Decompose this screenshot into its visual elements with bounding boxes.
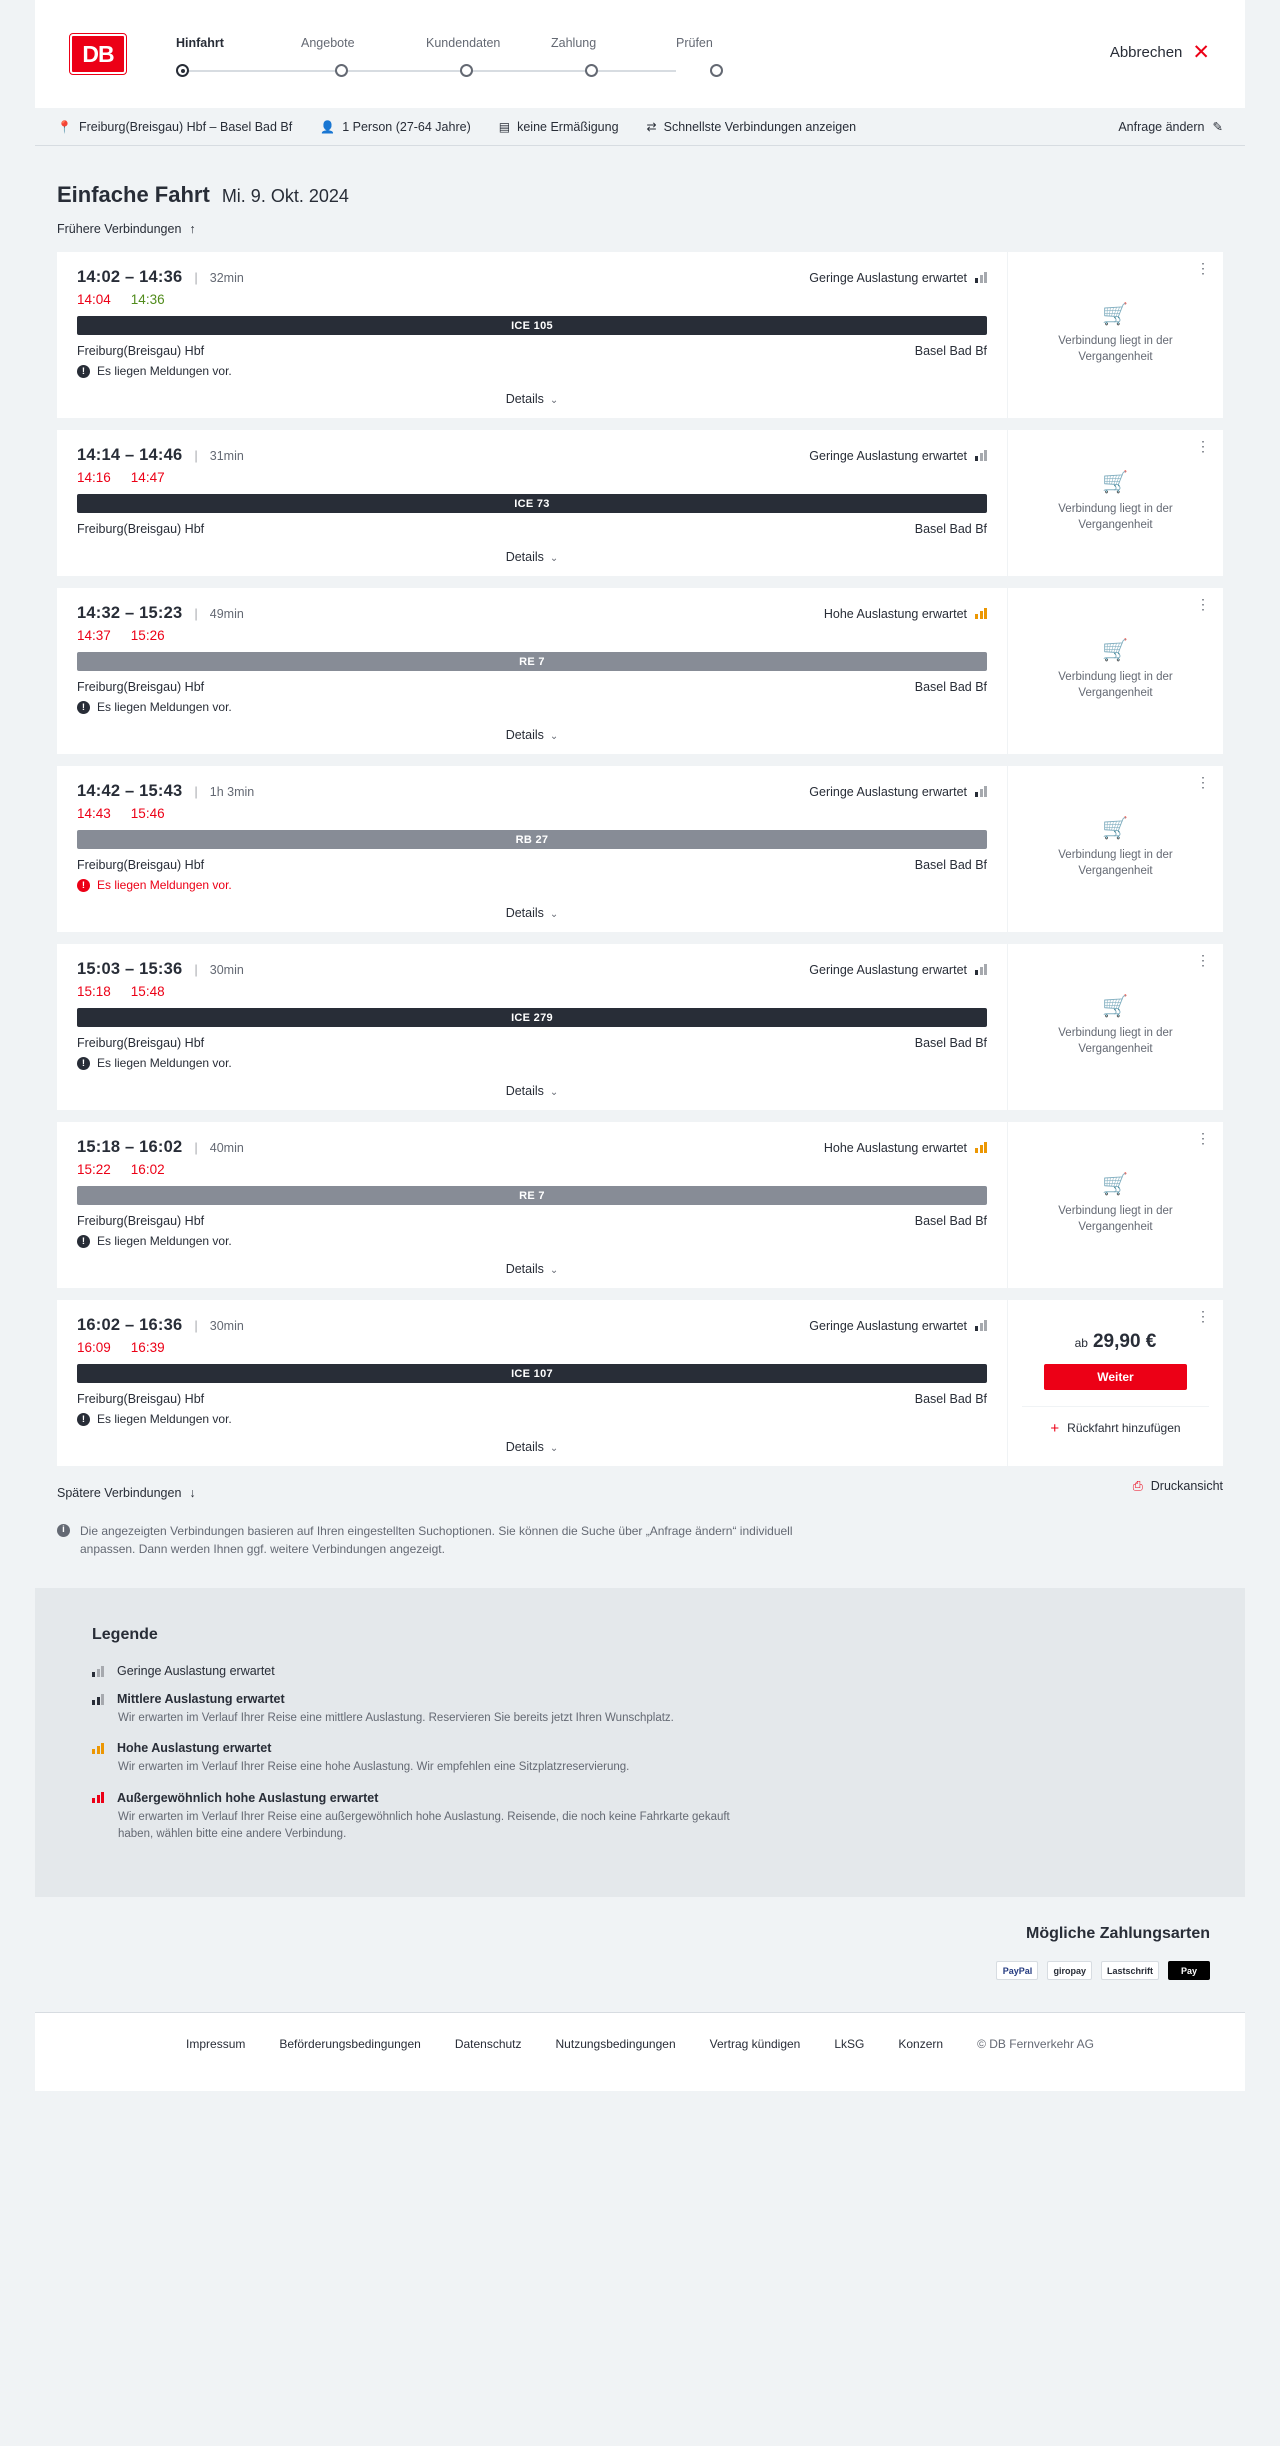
connection-past-text: Verbindung liegt in der Vergangenheit bbox=[1058, 335, 1173, 363]
connection-actual-times bbox=[77, 984, 987, 999]
step-label: Zahlung bbox=[551, 36, 597, 50]
connection-details bbox=[57, 766, 1008, 932]
legend-item bbox=[92, 1664, 1188, 1678]
connection-offer bbox=[1008, 430, 1223, 576]
connection-from: Freiburg(Breisgau) Hbf bbox=[77, 858, 205, 872]
payment-title: Mögliche Zahlungsarten bbox=[1025, 1925, 1210, 1942]
header-bar bbox=[35, 0, 1245, 108]
step-dot-wrap bbox=[426, 64, 551, 78]
connection-card[interactable] bbox=[57, 766, 1223, 932]
connection-notice[interactable] bbox=[77, 878, 987, 892]
step-label: Hinfahrt bbox=[176, 36, 224, 50]
connection-utilization bbox=[809, 271, 987, 285]
connection-past-text: Verbindung liegt in der Vergangenheit bbox=[1058, 503, 1173, 531]
connection-utilization bbox=[809, 785, 987, 799]
legend-item-label: Außergewöhnlich hohe Auslastung erwartet bbox=[117, 1790, 379, 1805]
footer-link[interactable]: LkSG bbox=[834, 2037, 865, 2051]
footer-copyright: © DB Fernverkehr AG bbox=[977, 2037, 1094, 2051]
cart-disabled-icon: 🛒 bbox=[1102, 995, 1129, 1019]
connection-past-text: Verbindung liegt in der Vergangenheit bbox=[1058, 671, 1173, 699]
later-connections-button[interactable] bbox=[57, 1486, 196, 1500]
chevron-down-icon: ⌄ bbox=[549, 909, 559, 920]
info-icon: i bbox=[57, 1524, 70, 1537]
db-logo[interactable]: DB bbox=[70, 34, 126, 74]
step-dot-wrap bbox=[676, 64, 801, 78]
connection-details bbox=[57, 944, 1008, 1110]
add-return-trip-button[interactable] bbox=[1022, 1406, 1209, 1436]
edit-request-label: Anfrage ändern bbox=[1118, 119, 1205, 134]
legend-item bbox=[92, 1791, 1188, 1844]
connection-to: Basel Bad Bf bbox=[914, 522, 987, 536]
legend-item-head bbox=[92, 1692, 1188, 1706]
payment-method-icon: giropay bbox=[1047, 1961, 1092, 1980]
connection-details-toggle[interactable] bbox=[77, 392, 987, 406]
payment-method-icon: Pay bbox=[1168, 1961, 1210, 1980]
connection-from: Freiburg(Breisgau) Hbf bbox=[77, 522, 205, 536]
connection-details-label: Details bbox=[505, 906, 544, 920]
print-view-label: Druckansicht bbox=[1150, 1479, 1223, 1493]
connection-offer bbox=[1008, 766, 1223, 932]
connection-notice[interactable] bbox=[77, 1056, 987, 1070]
connection-duration: 32min bbox=[209, 270, 244, 285]
summary-discount[interactable] bbox=[499, 120, 619, 134]
connection-card[interactable] bbox=[57, 252, 1223, 418]
separator: | bbox=[194, 1318, 198, 1333]
info-icon: ! bbox=[77, 365, 90, 378]
step-line bbox=[182, 70, 301, 72]
step-label: Angebote bbox=[301, 36, 355, 50]
connection-arrival-actual: 14:47 bbox=[130, 470, 165, 485]
connection-price bbox=[1075, 1331, 1157, 1353]
utilization-bars-icon bbox=[92, 1743, 104, 1754]
connection-actual-times bbox=[77, 628, 987, 643]
footer-links bbox=[35, 2037, 1245, 2051]
footer-link[interactable]: Nutzungsbedingungen bbox=[555, 2037, 676, 2051]
connection-details-label: Details bbox=[505, 550, 544, 564]
connection-time-range: 14:02 – 14:36 bbox=[77, 268, 183, 286]
footer-link[interactable]: Impressum bbox=[186, 2037, 246, 2051]
connection-notice-text: Es liegen Meldungen vor. bbox=[97, 1234, 232, 1248]
train-badge[interactable]: RE 7 bbox=[77, 1186, 987, 1205]
list-bottom-row bbox=[57, 1472, 1223, 1500]
utilization-bars-icon bbox=[975, 608, 987, 619]
connection-stations bbox=[77, 1392, 987, 1406]
connection-from: Freiburg(Breisgau) Hbf bbox=[77, 1036, 205, 1050]
connection-times bbox=[77, 446, 987, 465]
edit-request-button[interactable] bbox=[1118, 119, 1223, 134]
connection-notice[interactable] bbox=[77, 364, 987, 378]
cancel-button[interactable] bbox=[1110, 42, 1210, 63]
connection-time-range: 16:02 – 16:36 bbox=[77, 1316, 183, 1334]
connection-actual-times bbox=[77, 292, 987, 307]
cart-disabled-icon: 🛒 bbox=[1102, 639, 1129, 663]
connection-time-range: 14:14 – 14:46 bbox=[77, 446, 183, 464]
more-options-icon[interactable]: ⋮ bbox=[1196, 596, 1210, 612]
connection-stations bbox=[77, 522, 987, 536]
legend-item-label: Hohe Auslastung erwartet bbox=[117, 1741, 272, 1756]
connection-times bbox=[77, 782, 987, 801]
cart-disabled-icon: 🛒 bbox=[1102, 1173, 1129, 1197]
checkout-stepper bbox=[176, 30, 801, 78]
payment-method-icon: PayPal bbox=[996, 1961, 1038, 1980]
connection-arrival-actual: 15:46 bbox=[130, 806, 165, 821]
footer-link[interactable]: Datenschutz bbox=[454, 2037, 522, 2051]
connection-card[interactable] bbox=[57, 588, 1223, 754]
card-icon: ▤ bbox=[498, 119, 511, 134]
chevron-down-icon: ⌄ bbox=[549, 1265, 559, 1276]
add-return-trip-label: Rückfahrt hinzufügen bbox=[1067, 1421, 1181, 1435]
info-icon: ! bbox=[77, 1235, 90, 1248]
step-pruefen[interactable] bbox=[676, 36, 801, 78]
step-dot-wrap bbox=[301, 64, 426, 78]
connection-departure-actual: 16:09 bbox=[77, 1340, 111, 1355]
connection-details-label: Details bbox=[505, 1084, 544, 1098]
connection-utilization-label: Geringe Auslastung erwartet bbox=[809, 784, 967, 799]
close-icon: ✕ bbox=[1192, 41, 1210, 64]
step-dot bbox=[335, 64, 348, 77]
connection-times bbox=[77, 960, 987, 979]
connection-utilization bbox=[809, 1319, 987, 1333]
train-badge[interactable]: RB 27 bbox=[77, 830, 987, 849]
step-kundendaten[interactable] bbox=[426, 36, 551, 78]
step-line bbox=[426, 70, 551, 72]
connection-departure-actual: 14:43 bbox=[77, 806, 111, 821]
legend-item-desc: Wir erwarten im Verlauf Ihrer Reise eine hohe Auslastung. Wir empfehlen eine Sitzplatzreservierung. bbox=[118, 1761, 630, 1774]
connection-utilization-label: Geringe Auslastung erwartet bbox=[809, 1318, 967, 1333]
connection-actual-times bbox=[77, 1162, 987, 1177]
step-dot bbox=[710, 64, 723, 77]
connection-departure-actual: 15:18 bbox=[77, 984, 111, 999]
legend-item-label: Mittlere Auslastung erwartet bbox=[117, 1692, 285, 1706]
connection-time-range: 15:03 – 15:36 bbox=[77, 960, 183, 978]
connection-offer bbox=[1008, 588, 1223, 754]
connection-stations bbox=[77, 1214, 987, 1228]
connection-notice[interactable] bbox=[77, 1412, 987, 1426]
connection-details bbox=[57, 430, 1008, 576]
connection-arrival-actual: 15:48 bbox=[130, 984, 165, 999]
separator: | bbox=[194, 448, 198, 463]
connection-arrival-actual: 15:26 bbox=[130, 628, 165, 643]
price-value: 29,90 € bbox=[1092, 1330, 1157, 1352]
connection-details-toggle[interactable] bbox=[77, 550, 987, 564]
connection-stations bbox=[77, 344, 987, 358]
step-dot bbox=[176, 64, 189, 77]
page-title bbox=[57, 146, 1223, 208]
connection-details-label: Details bbox=[505, 392, 544, 406]
connection-from: Freiburg(Breisgau) Hbf bbox=[77, 344, 205, 358]
connection-notice-text: Es liegen Meldungen vor. bbox=[97, 878, 232, 892]
connection-duration: 31min bbox=[209, 448, 244, 463]
cancel-label: Abbrechen bbox=[1109, 44, 1183, 61]
plus-icon: + bbox=[1050, 1419, 1060, 1437]
train-badge[interactable]: ICE 107 bbox=[77, 1364, 987, 1383]
connection-notice-text: Es liegen Meldungen vor. bbox=[97, 1412, 232, 1426]
arrow-down-icon: ↓ bbox=[189, 1486, 196, 1500]
more-options-icon[interactable]: ⋮ bbox=[1196, 1130, 1210, 1146]
info-icon: ! bbox=[77, 1057, 90, 1070]
legend-item-desc: Wir erwarten im Verlauf Ihrer Reise eine mittlere Auslastung. Reservieren Sie bereits jetzt Ihren Wunschplatz. bbox=[118, 1712, 674, 1724]
chevron-down-icon: ⌄ bbox=[549, 395, 559, 406]
footer-link[interactable]: Konzern bbox=[898, 2037, 944, 2051]
connection-notice[interactable] bbox=[77, 1234, 987, 1248]
utilization-bars-icon bbox=[975, 1320, 987, 1331]
connection-utilization-label: Hohe Auslastung erwartet bbox=[823, 1140, 967, 1155]
connection-list bbox=[57, 252, 1223, 1466]
connection-offer bbox=[1008, 944, 1223, 1110]
summary-discount-label: keine Ermäßigung bbox=[517, 119, 619, 134]
price-prefix: ab bbox=[1074, 1335, 1088, 1350]
utilization-bars-icon bbox=[92, 1792, 104, 1803]
connection-details-label: Details bbox=[505, 1440, 544, 1454]
connection-times bbox=[77, 604, 987, 623]
connection-utilization bbox=[824, 607, 987, 621]
connection-details-toggle[interactable] bbox=[77, 1440, 987, 1454]
connection-actual-times bbox=[77, 1340, 987, 1355]
connection-past-text: Verbindung liegt in der Vergangenheit bbox=[1058, 1205, 1173, 1233]
step-dot bbox=[460, 64, 473, 77]
connection-actual-times bbox=[77, 470, 987, 485]
cart-disabled-icon: 🛒 bbox=[1102, 303, 1129, 327]
connection-utilization-label: Geringe Auslastung erwartet bbox=[809, 270, 967, 285]
payment-method-icon: Lastschrift bbox=[1101, 1961, 1159, 1980]
connection-notice-text: Es liegen Meldungen vor. bbox=[97, 1056, 232, 1070]
summary-options[interactable] bbox=[647, 120, 857, 134]
connection-departure-actual: 14:37 bbox=[77, 628, 111, 643]
connection-from: Freiburg(Breisgau) Hbf bbox=[77, 680, 205, 694]
connection-details-toggle[interactable] bbox=[77, 1084, 987, 1098]
connection-card[interactable] bbox=[57, 1122, 1223, 1288]
later-connections-label: Spätere Verbindungen bbox=[57, 1486, 182, 1500]
connection-past-text: Verbindung liegt in der Vergangenheit bbox=[1058, 849, 1173, 877]
info-icon: ! bbox=[77, 1413, 90, 1426]
connection-times bbox=[77, 1138, 987, 1157]
connection-details-toggle[interactable] bbox=[77, 1262, 987, 1276]
connection-departure-actual: 14:04 bbox=[77, 292, 111, 307]
connection-to: Basel Bad Bf bbox=[914, 344, 987, 358]
connection-utilization bbox=[809, 449, 987, 463]
footer-link[interactable]: Beförderungsbedingungen bbox=[279, 2037, 421, 2051]
connection-stations bbox=[77, 680, 987, 694]
step-angebote[interactable] bbox=[301, 36, 426, 78]
legend-title: Legende bbox=[92, 1626, 158, 1643]
connection-times bbox=[77, 268, 987, 287]
step-hinfahrt[interactable] bbox=[176, 36, 301, 78]
continue-button[interactable]: Weiter bbox=[1044, 1364, 1187, 1390]
connection-duration: 40min bbox=[209, 1140, 244, 1155]
utilization-bars-icon bbox=[975, 786, 987, 797]
connection-actual-times bbox=[77, 806, 987, 821]
train-badge[interactable]: ICE 73 bbox=[77, 494, 987, 513]
connection-details bbox=[57, 588, 1008, 754]
summary-route[interactable] bbox=[57, 120, 292, 134]
chevron-down-icon: ⌄ bbox=[549, 1443, 559, 1454]
connection-duration: 49min bbox=[209, 606, 244, 621]
location-pin-icon: 📍 bbox=[57, 119, 72, 134]
utilization-bars-icon bbox=[975, 450, 987, 461]
connection-times bbox=[77, 1316, 987, 1335]
separator: | bbox=[194, 1140, 198, 1155]
connection-details-label: Details bbox=[505, 1262, 544, 1276]
more-options-icon[interactable]: ⋮ bbox=[1196, 260, 1210, 276]
connection-from: Freiburg(Breisgau) Hbf bbox=[77, 1392, 205, 1406]
connection-to: Basel Bad Bf bbox=[914, 858, 987, 872]
connection-card[interactable] bbox=[57, 1300, 1223, 1466]
connection-details-label: Details bbox=[505, 728, 544, 742]
more-options-icon[interactable]: ⋮ bbox=[1196, 774, 1210, 790]
search-summary-bar bbox=[35, 108, 1245, 146]
connection-duration: 1h 3min bbox=[209, 784, 255, 799]
legend-item-label: Geringe Auslastung erwartet bbox=[117, 1664, 275, 1678]
connection-departure-actual: 14:16 bbox=[77, 470, 111, 485]
connection-arrival-actual: 16:02 bbox=[130, 1162, 165, 1177]
info-icon: ! bbox=[77, 701, 90, 714]
legend-item bbox=[92, 1741, 1188, 1776]
train-badge[interactable]: RE 7 bbox=[77, 652, 987, 671]
train-badge[interactable]: ICE 279 bbox=[77, 1008, 987, 1027]
step-line bbox=[301, 70, 426, 72]
connection-time-range: 14:42 – 15:43 bbox=[77, 782, 183, 800]
person-icon: 👤 bbox=[320, 119, 336, 134]
legend-item-desc: Wir erwarten im Verlauf Ihrer Reise eine außergewöhnlich hohe Auslastung. Reisende, die noch keine Fahrkarte gekauft haben, wählen bitte eine andere Verbindung. bbox=[118, 1810, 730, 1840]
connection-arrival-actual: 14:36 bbox=[130, 292, 165, 307]
step-label: Kundendaten bbox=[426, 36, 501, 50]
connection-card[interactable] bbox=[57, 944, 1223, 1110]
summary-passengers[interactable] bbox=[320, 120, 471, 134]
connection-stations bbox=[77, 858, 987, 872]
payment-methods bbox=[70, 1961, 1210, 1980]
connection-utilization-label: Geringe Auslastung erwartet bbox=[809, 962, 967, 977]
utilization-bars-icon bbox=[975, 272, 987, 283]
pencil-icon: ✎ bbox=[1212, 120, 1223, 134]
connection-utilization-label: Geringe Auslastung erwartet bbox=[809, 448, 967, 463]
earlier-connections-button[interactable] bbox=[57, 222, 196, 236]
connection-offer bbox=[1008, 252, 1223, 418]
connection-to: Basel Bad Bf bbox=[914, 1214, 987, 1228]
arrow-up-icon: ↑ bbox=[189, 222, 196, 236]
legend-list bbox=[92, 1664, 1188, 1843]
chevron-down-icon: ⌄ bbox=[549, 731, 559, 742]
step-dot-wrap bbox=[551, 64, 676, 78]
chevron-down-icon: ⌄ bbox=[549, 1087, 559, 1098]
legend-item-head bbox=[92, 1664, 1188, 1678]
utilization-bars-icon bbox=[975, 964, 987, 975]
footer bbox=[35, 2012, 1245, 2091]
legend-item bbox=[92, 1692, 1188, 1727]
connection-stations bbox=[77, 1036, 987, 1050]
connection-details bbox=[57, 252, 1008, 418]
search-hint-text: Die angezeigten Verbindungen basieren auf Ihren eingestellten Suchoptionen. Sie können die Suche über „Anfrage ändern“ individuell anpassen. Dann werden Ihnen ggf. weitere Verbindungen angezeigt. bbox=[80, 1524, 793, 1556]
separator: | bbox=[194, 606, 198, 621]
utilization-bars-icon bbox=[92, 1694, 104, 1705]
summary-options-label: Schnellste Verbindungen anzeigen bbox=[663, 119, 857, 134]
connection-details-toggle[interactable] bbox=[77, 728, 987, 742]
earlier-connections-label: Frühere Verbindungen bbox=[57, 222, 182, 236]
info-icon: ! bbox=[77, 879, 90, 892]
separator: | bbox=[194, 784, 198, 799]
page-title-date: Mi. 9. Okt. 2024 bbox=[221, 186, 349, 206]
more-options-icon[interactable]: ⋮ bbox=[1196, 438, 1210, 454]
connection-past-text: Verbindung liegt in der Vergangenheit bbox=[1058, 1027, 1173, 1055]
cart-disabled-icon: 🛒 bbox=[1102, 471, 1129, 495]
more-options-icon[interactable]: ⋮ bbox=[1196, 952, 1210, 968]
connection-notice[interactable] bbox=[77, 700, 987, 714]
step-zahlung[interactable] bbox=[551, 36, 676, 78]
summary-route-label: Freiburg(Breisgau) Hbf – Basel Bad Bf bbox=[78, 119, 293, 134]
utilization-bars-icon bbox=[975, 1142, 987, 1153]
connection-utilization bbox=[809, 963, 987, 977]
connection-time-range: 14:32 – 15:23 bbox=[77, 604, 183, 622]
swap-arrows-icon: ⇄ bbox=[646, 119, 657, 134]
printer-icon: ⎙ bbox=[1132, 1478, 1143, 1493]
connection-utilization-label: Hohe Auslastung erwartet bbox=[823, 606, 967, 621]
connection-duration: 30min bbox=[209, 1318, 244, 1333]
step-label: Prüfen bbox=[676, 36, 713, 50]
step-dot-wrap bbox=[176, 64, 301, 78]
main-content bbox=[35, 146, 1245, 1588]
connection-departure-actual: 15:22 bbox=[77, 1162, 111, 1177]
more-options-icon[interactable]: ⋮ bbox=[1196, 1308, 1210, 1324]
separator: | bbox=[194, 270, 198, 285]
legend-item-head bbox=[92, 1791, 1188, 1805]
connection-utilization bbox=[824, 1141, 987, 1155]
search-hint bbox=[57, 1522, 817, 1558]
connection-from: Freiburg(Breisgau) Hbf bbox=[77, 1214, 205, 1228]
legend-section bbox=[35, 1588, 1245, 1897]
footer-link[interactable]: Vertrag kündigen bbox=[709, 2037, 801, 2051]
legend-item-head bbox=[92, 1741, 1188, 1755]
connection-offer bbox=[1008, 1122, 1223, 1288]
connection-notice-text: Es liegen Meldungen vor. bbox=[97, 700, 232, 714]
step-line bbox=[551, 70, 676, 72]
connection-time-range: 15:18 – 16:02 bbox=[77, 1138, 183, 1156]
page-title-text: Einfache Fahrt bbox=[57, 182, 210, 207]
utilization-bars-icon bbox=[92, 1666, 104, 1677]
step-dot bbox=[585, 64, 598, 77]
connection-arrival-actual: 16:39 bbox=[130, 1340, 165, 1355]
connection-notice-text: Es liegen Meldungen vor. bbox=[97, 364, 232, 378]
cart-disabled-icon: 🛒 bbox=[1102, 817, 1129, 841]
connection-offer bbox=[1008, 1300, 1223, 1466]
train-badge[interactable]: ICE 105 bbox=[77, 316, 987, 335]
connection-details bbox=[57, 1300, 1008, 1466]
chevron-down-icon: ⌄ bbox=[549, 553, 559, 564]
connection-details bbox=[57, 1122, 1008, 1288]
connection-details-toggle[interactable] bbox=[77, 906, 987, 920]
connection-card[interactable] bbox=[57, 430, 1223, 576]
connection-to: Basel Bad Bf bbox=[914, 1392, 987, 1406]
summary-passengers-label: 1 Person (27-64 Jahre) bbox=[342, 119, 471, 134]
payment-section bbox=[35, 1897, 1245, 2012]
connection-duration: 30min bbox=[209, 962, 244, 977]
connection-to: Basel Bad Bf bbox=[914, 1036, 987, 1050]
print-view-button[interactable] bbox=[1133, 1479, 1223, 1494]
separator: | bbox=[194, 962, 198, 977]
connection-to: Basel Bad Bf bbox=[914, 680, 987, 694]
